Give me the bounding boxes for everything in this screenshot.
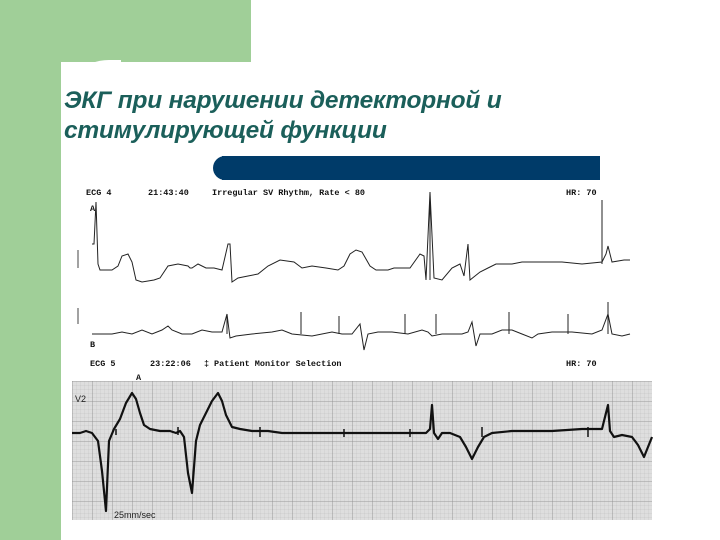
footer-hr: HR: 70 xyxy=(566,359,597,369)
footer-ecg-label: ECG 5 xyxy=(90,359,116,369)
top-accent-block xyxy=(61,0,251,62)
footer-time: 23:22:06 xyxy=(150,359,191,369)
lead-b-label: B xyxy=(90,340,96,350)
header-hr: HR: 70 xyxy=(566,188,597,198)
lead-v2-label: V2 xyxy=(75,394,87,404)
header-time: 21:43:40 xyxy=(148,188,189,198)
header-ecg-label: ECG 4 xyxy=(86,188,112,198)
footer-text: Patient Monitor Selection xyxy=(214,359,342,369)
slide-title xyxy=(64,86,664,146)
title-band xyxy=(222,156,600,180)
ecg-strip-bottom xyxy=(72,373,652,520)
header-rhythm: Irregular SV Rhythm, Rate < 80 xyxy=(212,188,366,198)
title-line-1: ЭКГ при нарушении детекторной и xyxy=(64,87,502,114)
lead-a-label: A xyxy=(90,204,96,214)
paper-speed-label: 25mm/sec xyxy=(114,510,156,520)
left-accent-bar xyxy=(0,0,61,540)
ecg-strip-top xyxy=(72,184,632,376)
footer-symbol: ‡ xyxy=(204,359,210,369)
strip-marker: A xyxy=(136,373,142,383)
title-line-2: стимулирующей функции xyxy=(64,117,387,144)
